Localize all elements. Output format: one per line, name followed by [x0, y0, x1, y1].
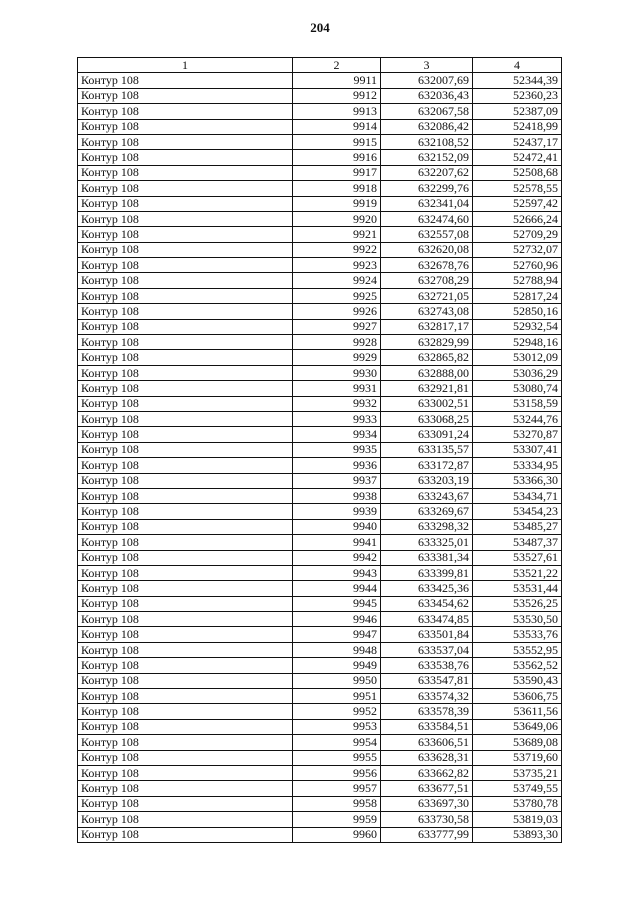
coordinate-y-cell: 53521,22: [473, 565, 562, 580]
coordinate-y-cell: 52387,09: [473, 104, 562, 119]
table-row: [78, 227, 562, 242]
table-row: [78, 473, 562, 488]
coordinate-x-cell: 633091,24: [381, 427, 473, 442]
coordinate-x-cell: 632108,52: [381, 134, 473, 149]
point-number-cell: 9933: [293, 411, 381, 426]
contour-name-cell: Контур 108: [78, 73, 293, 88]
coordinate-y-cell: 53434,71: [473, 488, 562, 503]
coordinate-x-cell: 633203,19: [381, 473, 473, 488]
contour-name-cell: Контур 108: [78, 488, 293, 503]
contour-name-cell: Контур 108: [78, 258, 293, 273]
table-row: [78, 781, 562, 796]
contour-name-cell: Контур 108: [78, 442, 293, 457]
coordinate-x-cell: 633578,39: [381, 704, 473, 719]
point-number-cell: 9920: [293, 211, 381, 226]
coordinate-y-cell: 52344,39: [473, 73, 562, 88]
contour-name-cell: Контур 108: [78, 796, 293, 811]
coordinate-y-cell: 53531,44: [473, 581, 562, 596]
table-row: [78, 550, 562, 565]
contour-name-cell: Контур 108: [78, 88, 293, 103]
contour-name-cell: Контур 108: [78, 119, 293, 134]
point-number-cell: 9950: [293, 673, 381, 688]
table-row: [78, 519, 562, 534]
coordinate-x-cell: 633243,67: [381, 488, 473, 503]
point-number-cell: 9936: [293, 458, 381, 473]
coordinate-x-cell: 632341,04: [381, 196, 473, 211]
table-row: [78, 381, 562, 396]
contour-name-cell: Контур 108: [78, 765, 293, 780]
coordinate-x-cell: 633172,87: [381, 458, 473, 473]
coordinate-x-cell: 633777,99: [381, 827, 473, 842]
coordinate-y-cell: 52472,41: [473, 150, 562, 165]
coordinate-y-cell: 53244,76: [473, 411, 562, 426]
point-number-cell: 9945: [293, 596, 381, 611]
coordinate-y-cell: 53485,27: [473, 519, 562, 534]
table-row: [78, 704, 562, 719]
coordinate-x-cell: 633697,30: [381, 796, 473, 811]
table-row: [78, 673, 562, 688]
table-row: [78, 735, 562, 750]
coordinate-y-cell: 52732,07: [473, 242, 562, 257]
contour-name-cell: Контур 108: [78, 658, 293, 673]
contour-name-cell: Контур 108: [78, 504, 293, 519]
point-number-cell: 9939: [293, 504, 381, 519]
table-row: [78, 750, 562, 765]
point-number-cell: 9922: [293, 242, 381, 257]
table-row: [78, 88, 562, 103]
coordinate-y-cell: 53590,43: [473, 673, 562, 688]
table-row: [78, 165, 562, 180]
coordinate-y-cell: 52709,29: [473, 227, 562, 242]
point-number-cell: 9927: [293, 319, 381, 334]
contour-name-cell: Контур 108: [78, 535, 293, 550]
point-number-cell: 9916: [293, 150, 381, 165]
point-number-cell: 9953: [293, 719, 381, 734]
coordinate-y-cell: 52418,99: [473, 119, 562, 134]
coordinate-y-cell: 53307,41: [473, 442, 562, 457]
point-number-cell: 9934: [293, 427, 381, 442]
coordinate-x-cell: 633002,51: [381, 396, 473, 411]
table-row: [78, 304, 562, 319]
contour-name-cell: Контур 108: [78, 704, 293, 719]
contour-name-cell: Контур 108: [78, 165, 293, 180]
point-number-cell: 9923: [293, 258, 381, 273]
contour-name-cell: Контур 108: [78, 211, 293, 226]
point-number-cell: 9928: [293, 335, 381, 350]
table-row: [78, 458, 562, 473]
table-row: [78, 211, 562, 226]
coordinate-x-cell: 633730,58: [381, 812, 473, 827]
table-row: [78, 411, 562, 426]
coordinate-y-cell: 52948,16: [473, 335, 562, 350]
coordinate-x-cell: 632888,00: [381, 365, 473, 380]
point-number-cell: 9926: [293, 304, 381, 319]
coordinate-x-cell: 632743,08: [381, 304, 473, 319]
table-row: [78, 181, 562, 196]
point-number-cell: 9957: [293, 781, 381, 796]
table-row: [78, 119, 562, 134]
contour-name-cell: Контур 108: [78, 134, 293, 149]
contour-name-cell: Контур 108: [78, 596, 293, 611]
point-number-cell: 9955: [293, 750, 381, 765]
contour-name-cell: Контур 108: [78, 519, 293, 534]
contour-name-cell: Контур 108: [78, 319, 293, 334]
coordinate-x-cell: 633474,85: [381, 612, 473, 627]
table-row: [78, 73, 562, 88]
coordinate-x-cell: 632865,82: [381, 350, 473, 365]
coordinate-x-cell: 633537,04: [381, 642, 473, 657]
coordinate-y-cell: 52360,23: [473, 88, 562, 103]
coordinate-x-cell: 633584,51: [381, 719, 473, 734]
table-row: [78, 242, 562, 257]
point-number-cell: 9948: [293, 642, 381, 657]
coordinate-x-cell: 633269,67: [381, 504, 473, 519]
coordinate-y-cell: 53270,87: [473, 427, 562, 442]
contour-name-cell: Контур 108: [78, 812, 293, 827]
table-row: [78, 427, 562, 442]
coordinate-y-cell: 53080,74: [473, 381, 562, 396]
point-number-cell: 9913: [293, 104, 381, 119]
contour-name-cell: Контур 108: [78, 473, 293, 488]
coordinate-y-cell: 53749,55: [473, 781, 562, 796]
coordinate-x-cell: 633399,81: [381, 565, 473, 580]
contour-name-cell: Контур 108: [78, 612, 293, 627]
page-number: 204: [310, 20, 330, 35]
table-row: [78, 273, 562, 288]
point-number-cell: 9960: [293, 827, 381, 842]
coordinates-table: [77, 57, 562, 843]
coordinate-x-cell: 633068,25: [381, 411, 473, 426]
coordinate-x-cell: 633501,84: [381, 627, 473, 642]
table-row: [78, 627, 562, 642]
table-row: [78, 258, 562, 273]
contour-name-cell: Контур 108: [78, 335, 293, 350]
column-header-4: 4: [473, 58, 562, 73]
point-number-cell: 9924: [293, 273, 381, 288]
contour-name-cell: Контур 108: [78, 642, 293, 657]
table-row: [78, 488, 562, 503]
table-row: [78, 350, 562, 365]
coordinate-x-cell: 632829,99: [381, 335, 473, 350]
coordinate-x-cell: 633606,51: [381, 735, 473, 750]
table-row: [78, 319, 562, 334]
table-row: [78, 596, 562, 611]
coordinate-x-cell: 633298,32: [381, 519, 473, 534]
table-row: [78, 535, 562, 550]
point-number-cell: 9946: [293, 612, 381, 627]
table-row: [78, 442, 562, 457]
contour-name-cell: Контур 108: [78, 565, 293, 580]
point-number-cell: 9941: [293, 535, 381, 550]
contour-name-cell: Контур 108: [78, 365, 293, 380]
coordinate-y-cell: 53735,21: [473, 765, 562, 780]
point-number-cell: 9951: [293, 689, 381, 704]
table-row: [78, 796, 562, 811]
coordinate-x-cell: 633574,32: [381, 689, 473, 704]
contour-name-cell: Контур 108: [78, 181, 293, 196]
coordinate-y-cell: 52932,54: [473, 319, 562, 334]
coordinate-y-cell: 53780,78: [473, 796, 562, 811]
contour-name-cell: Контур 108: [78, 273, 293, 288]
coordinate-x-cell: 632817,17: [381, 319, 473, 334]
coordinate-y-cell: 53819,03: [473, 812, 562, 827]
coordinate-y-cell: 53611,56: [473, 704, 562, 719]
table-row: [78, 612, 562, 627]
point-number-cell: 9943: [293, 565, 381, 580]
point-number-cell: 9914: [293, 119, 381, 134]
point-number-cell: 9952: [293, 704, 381, 719]
table-body: [78, 73, 562, 843]
coordinate-x-cell: 632086,42: [381, 119, 473, 134]
coordinate-y-cell: 53533,76: [473, 627, 562, 642]
contour-name-cell: Контур 108: [78, 581, 293, 596]
coordinate-y-cell: 53562,52: [473, 658, 562, 673]
table-row: [78, 812, 562, 827]
table-row: [78, 365, 562, 380]
coordinate-y-cell: 52437,17: [473, 134, 562, 149]
point-number-cell: 9956: [293, 765, 381, 780]
coordinate-x-cell: 632007,69: [381, 73, 473, 88]
contour-name-cell: Контур 108: [78, 396, 293, 411]
coordinate-x-cell: 632620,08: [381, 242, 473, 257]
point-number-cell: 9930: [293, 365, 381, 380]
coordinate-y-cell: 53689,08: [473, 735, 562, 750]
point-number-cell: 9954: [293, 735, 381, 750]
point-number-cell: 9935: [293, 442, 381, 457]
contour-name-cell: Контур 108: [78, 827, 293, 842]
table-row: [78, 719, 562, 734]
coordinate-x-cell: 633454,62: [381, 596, 473, 611]
coordinate-y-cell: 52508,68: [473, 165, 562, 180]
coordinate-x-cell: 632036,43: [381, 88, 473, 103]
coordinate-x-cell: 633135,57: [381, 442, 473, 457]
coordinate-y-cell: 52817,24: [473, 288, 562, 303]
contour-name-cell: Контур 108: [78, 627, 293, 642]
point-number-cell: 9949: [293, 658, 381, 673]
table-row: [78, 288, 562, 303]
point-number-cell: 9929: [293, 350, 381, 365]
point-number-cell: 9932: [293, 396, 381, 411]
point-number-cell: 9938: [293, 488, 381, 503]
point-number-cell: 9931: [293, 381, 381, 396]
table-row: [78, 134, 562, 149]
coordinate-x-cell: 633538,76: [381, 658, 473, 673]
coordinate-x-cell: 632474,60: [381, 211, 473, 226]
coordinate-y-cell: 53530,50: [473, 612, 562, 627]
coordinate-x-cell: 632557,08: [381, 227, 473, 242]
table-row: [78, 827, 562, 842]
coordinate-x-cell: 632207,62: [381, 165, 473, 180]
coordinate-y-cell: 53552,95: [473, 642, 562, 657]
table-row: [78, 581, 562, 596]
column-header-2: 2: [293, 58, 381, 73]
contour-name-cell: Контур 108: [78, 242, 293, 257]
coordinate-x-cell: 633325,01: [381, 535, 473, 550]
contour-name-cell: Контур 108: [78, 227, 293, 242]
coordinate-y-cell: 52578,55: [473, 181, 562, 196]
contour-name-cell: Контур 108: [78, 150, 293, 165]
coordinate-y-cell: 53719,60: [473, 750, 562, 765]
column-header-1: 1: [78, 58, 293, 73]
coordinate-y-cell: 52666,24: [473, 211, 562, 226]
point-number-cell: 9947: [293, 627, 381, 642]
contour-name-cell: Контур 108: [78, 750, 293, 765]
coordinate-x-cell: 632152,09: [381, 150, 473, 165]
coordinate-y-cell: 53366,30: [473, 473, 562, 488]
point-number-cell: 9912: [293, 88, 381, 103]
table-row: [78, 104, 562, 119]
point-number-cell: 9940: [293, 519, 381, 534]
contour-name-cell: Контур 108: [78, 350, 293, 365]
coordinate-x-cell: 632678,76: [381, 258, 473, 273]
contour-name-cell: Контур 108: [78, 673, 293, 688]
contour-name-cell: Контур 108: [78, 719, 293, 734]
coordinate-y-cell: 53649,06: [473, 719, 562, 734]
contour-name-cell: Контур 108: [78, 304, 293, 319]
contour-name-cell: Контур 108: [78, 104, 293, 119]
coordinate-y-cell: 52597,42: [473, 196, 562, 211]
column-header-3: 3: [381, 58, 473, 73]
table-row: [78, 565, 562, 580]
coordinate-y-cell: 53893,30: [473, 827, 562, 842]
table-row: [78, 689, 562, 704]
contour-name-cell: Контур 108: [78, 550, 293, 565]
contour-name-cell: Контур 108: [78, 735, 293, 750]
table-row: [78, 196, 562, 211]
point-number-cell: 9921: [293, 227, 381, 242]
coordinate-x-cell: 632921,81: [381, 381, 473, 396]
coordinate-x-cell: 632708,29: [381, 273, 473, 288]
point-number-cell: 9942: [293, 550, 381, 565]
coordinate-y-cell: 53527,61: [473, 550, 562, 565]
coordinate-x-cell: 633662,82: [381, 765, 473, 780]
table-row: [78, 335, 562, 350]
coordinate-y-cell: 53012,09: [473, 350, 562, 365]
table-row: [78, 658, 562, 673]
coordinate-y-cell: 53036,29: [473, 365, 562, 380]
contour-name-cell: Контур 108: [78, 427, 293, 442]
contour-name-cell: Контур 108: [78, 689, 293, 704]
point-number-cell: 9911: [293, 73, 381, 88]
coordinate-y-cell: 53526,25: [473, 596, 562, 611]
coordinate-y-cell: 53454,23: [473, 504, 562, 519]
table-header-row: [78, 58, 562, 73]
coordinate-y-cell: 52760,96: [473, 258, 562, 273]
table-row: [78, 642, 562, 657]
table-row: [78, 396, 562, 411]
coordinate-x-cell: 633381,34: [381, 550, 473, 565]
coordinate-x-cell: 633547,81: [381, 673, 473, 688]
table-row: [78, 504, 562, 519]
coordinate-y-cell: 53158,59: [473, 396, 562, 411]
point-number-cell: 9915: [293, 134, 381, 149]
coordinate-x-cell: 633628,31: [381, 750, 473, 765]
coordinate-y-cell: 52850,16: [473, 304, 562, 319]
coordinate-x-cell: 633425,36: [381, 581, 473, 596]
coordinate-x-cell: 632067,58: [381, 104, 473, 119]
contour-name-cell: Контур 108: [78, 411, 293, 426]
point-number-cell: 9937: [293, 473, 381, 488]
point-number-cell: 9944: [293, 581, 381, 596]
table-row: [78, 150, 562, 165]
coordinate-x-cell: 633677,51: [381, 781, 473, 796]
contour-name-cell: Контур 108: [78, 196, 293, 211]
contour-name-cell: Контур 108: [78, 288, 293, 303]
coordinate-y-cell: 52788,94: [473, 273, 562, 288]
point-number-cell: 9917: [293, 165, 381, 180]
table-row: [78, 765, 562, 780]
point-number-cell: 9958: [293, 796, 381, 811]
coordinate-y-cell: 53334,95: [473, 458, 562, 473]
contour-name-cell: Контур 108: [78, 381, 293, 396]
contour-name-cell: Контур 108: [78, 781, 293, 796]
coordinate-y-cell: 53487,37: [473, 535, 562, 550]
coordinate-y-cell: 53606,75: [473, 689, 562, 704]
point-number-cell: 9959: [293, 812, 381, 827]
point-number-cell: 9918: [293, 181, 381, 196]
point-number-cell: 9925: [293, 288, 381, 303]
contour-name-cell: Контур 108: [78, 458, 293, 473]
point-number-cell: 9919: [293, 196, 381, 211]
coordinate-x-cell: 632299,76: [381, 181, 473, 196]
coordinate-x-cell: 632721,05: [381, 288, 473, 303]
